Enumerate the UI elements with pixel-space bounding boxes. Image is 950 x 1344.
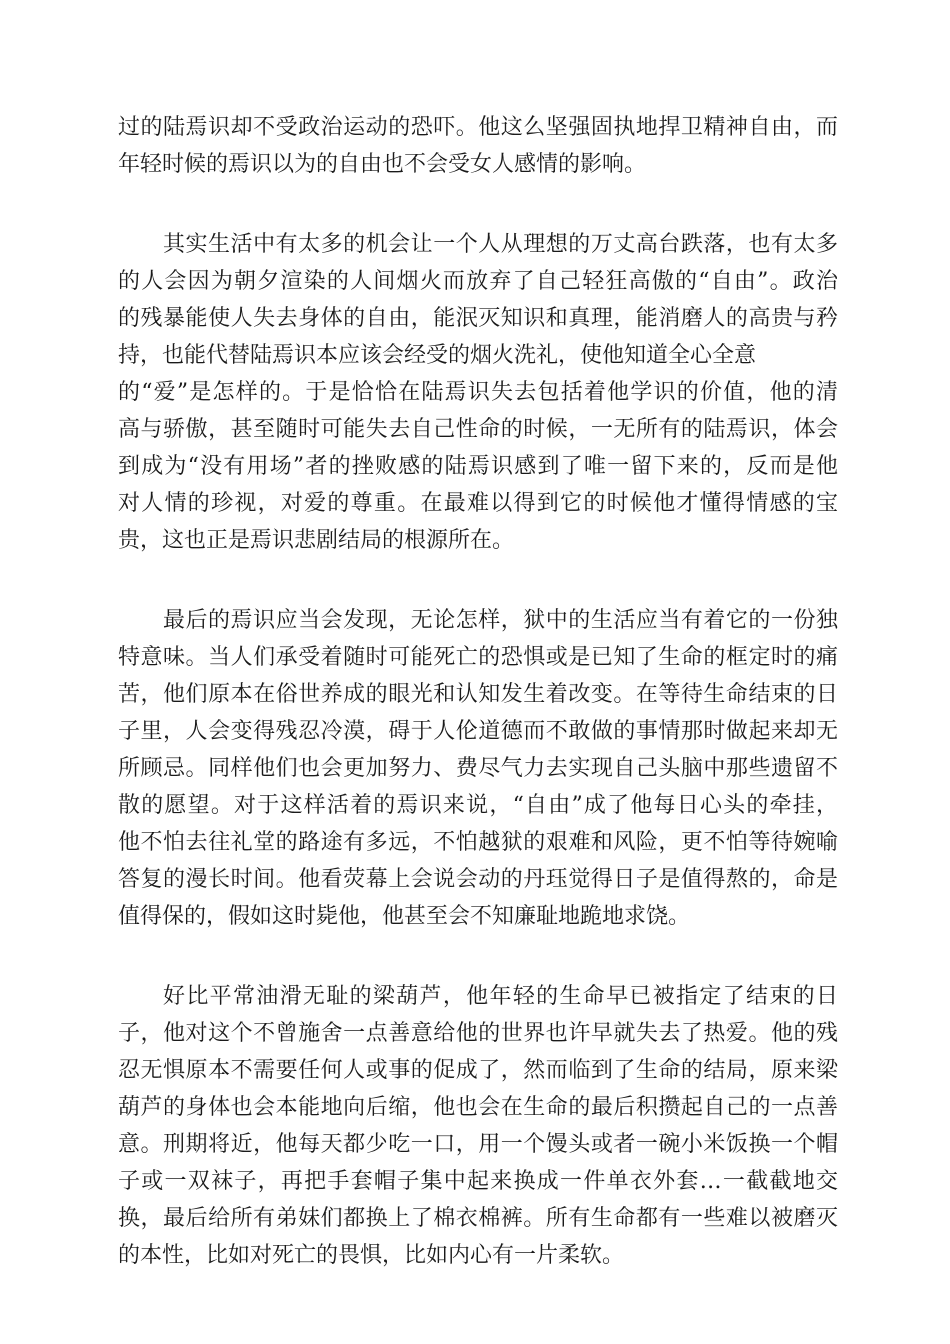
text-line: 换，最后给所有弟妹们都换上了棉衣棉裤。所有生命都有一些难以被磨灭 [118,1206,838,1231]
text-line: 贵，这也正是焉识悲剧结局的根源所在。 [118,528,515,553]
text-line: 的残暴能使人失去身体的自由，能泯灭知识和真理，能消磨人的高贵与矜 [118,306,838,331]
text-line: 值得保的，假如这时毙他，他甚至会不知廉耻地跪地求饶。 [118,904,691,929]
text-line: 子，他对这个不曾施舍一点善意给他的世界也许早就失去了热爱。他的残 [118,1021,838,1046]
text-line: 持，也能代替陆焉识本应该会经受的烟火洗礼，使他知道全心全意 [118,343,757,368]
text-line: 答复的漫长时间。他看荧幕上会说会动的丹珏觉得日子是值得熬的，命是 [118,867,838,892]
text-line: 葫芦的身体也会本能地向后缩，他也会在生命的最后积攒起自己的一点善 [118,1095,838,1120]
text-line: 他不怕去往礼堂的路途有多远，不怕越狱的艰难和风险，更不怕等待婉喻 [118,830,838,855]
text-line: 到成为“没有用场”者的挫败感的陆焉识感到了唯一留下来的，反而是他 [118,454,838,479]
text-line: 对人情的珍视，对爱的尊重。在最难以得到它的时候他才懂得情感的宝 [118,491,838,516]
text-line: 的“爱”是怎样的。于是恰恰在陆焉识失去包括着他学识的价值，他的清 [118,380,838,405]
text-line: 子或一双袜子，再把手套帽子集中起来换成一件单衣外套…一截截地交 [118,1169,838,1194]
text-line: 高与骄傲，甚至随时可能失去自己性命的时候，一无所有的陆焉识，体会 [118,417,838,442]
text-line: 子里，人会变得残忍冷漠，碍于人伦道德而不敢做的事情那时做起来却无 [118,719,838,744]
text-line: 过的陆焉识却不受政治运动的恐吓。他这么坚强固执地捍卫精神自由，而 [118,115,838,140]
text-line: 的本性，比如对死亡的畏惧，比如内心有一片柔软。 [118,1243,625,1268]
text-line: 散的愿望。对于这样活着的焉识来说，“自由”成了他每日心头的牵挂， [118,793,838,818]
text-line: 最后的焉识应当会发现，无论怎样，狱中的生活应当有着它的一份独 [163,608,838,633]
text-line: 好比平常油滑无耻的梁葫芦，他年轻的生命早已被指定了结束的日 [163,984,838,1009]
text-line: 所顾忌。同样他们也会更加努力、费尽气力去实现自己头脑中那些遗留不 [118,756,838,781]
text-line: 的人会因为朝夕渲染的人间烟火而放弃了自己轻狂高傲的“自由”。政治 [118,269,838,294]
text-line: 意。刑期将近，他每天都少吃一口，用一个馒头或者一碗小米饭换一个帽 [118,1132,838,1157]
text-line: 苦，他们原本在俗世养成的眼光和认知发生着改变。在等待生命结束的日 [118,682,838,707]
text-line: 年轻时候的焉识以为的自由也不会受女人感情的影响。 [118,152,647,177]
text-line: 忍无惧原本不需要任何人或事的促成了，然而临到了生命的结局，原来梁 [118,1058,838,1083]
text-line: 特意味。当人们承受着随时可能死亡的恐惧或是已知了生命的框定时的痛 [118,645,838,670]
text-line: 其实生活中有太多的机会让一个人从理想的万丈高台跌落，也有太多 [163,232,838,257]
